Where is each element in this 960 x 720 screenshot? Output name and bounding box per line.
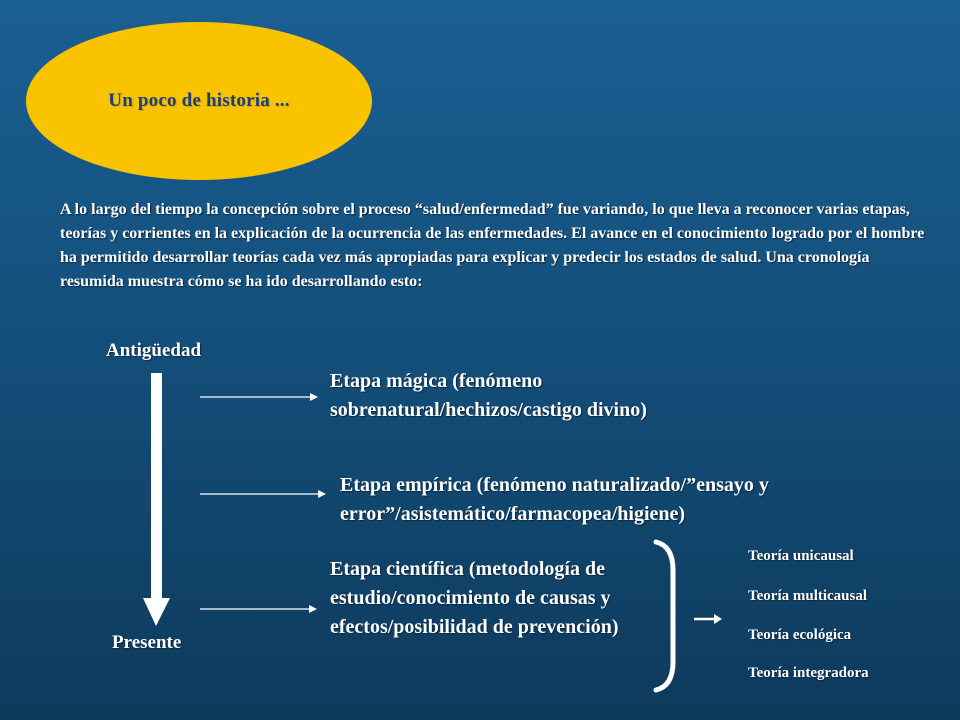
stage-magic-line2: sobrenatural/hechizos/castigo divino) xyxy=(330,399,647,421)
arrow-to-theories xyxy=(694,614,722,624)
stage-empirical-line2: error”/asistemático/farmacopea/higiene) xyxy=(340,503,686,525)
theories-bracket xyxy=(656,542,673,690)
timeline-start-label: Antigüedad xyxy=(106,340,202,361)
page-title: Un poco de historia ... xyxy=(108,90,290,111)
stage-scientific-line2: estudio/conocimiento de causas y xyxy=(330,587,611,609)
arrow-to-magic-stage xyxy=(200,393,318,401)
stage-scientific-line1: Etapa científica (metodología de xyxy=(330,558,605,580)
theory-item: Teoría integradora xyxy=(748,665,869,681)
theory-item: Teoría unicausal xyxy=(748,548,854,564)
stage-magic-line1: Etapa mágica (fenómeno xyxy=(330,370,543,392)
timeline-end-label: Presente xyxy=(112,632,182,653)
arrow-to-scientific-stage xyxy=(200,605,317,613)
intro-paragraph: A lo largo del tiempo la concepción sobre el proceso “salud/enfermedad” fue variando, lo que lleva a reconocer varias etapas, teorías y corrientes en la explicación de la ocurrencia de las enfermedades. El avance en el conocimiento logrado por el hombre ha permitido desarrollar teorías cada vez más apropiadas para explicar y predecir los estados de salud. Una cronología resumida muestra cómo se ha ido desarrollando esto: xyxy=(60,201,925,290)
timeline-arrow-head xyxy=(143,598,170,626)
stage-scientific xyxy=(330,555,619,642)
theory-item: Teoría ecológica xyxy=(748,627,852,643)
stage-empirical-line1: Etapa empírica (fenómeno naturalizado/”ensayo y xyxy=(340,474,769,496)
arrow-to-empirical-stage xyxy=(200,490,326,498)
timeline-arrow-shaft xyxy=(151,373,162,599)
stage-scientific-line3: efectos/posibilidad de prevención) xyxy=(330,616,619,638)
stage-magic xyxy=(330,367,647,425)
theory-item: Teoría multicausal xyxy=(748,588,868,604)
stage-empirical xyxy=(340,471,769,529)
